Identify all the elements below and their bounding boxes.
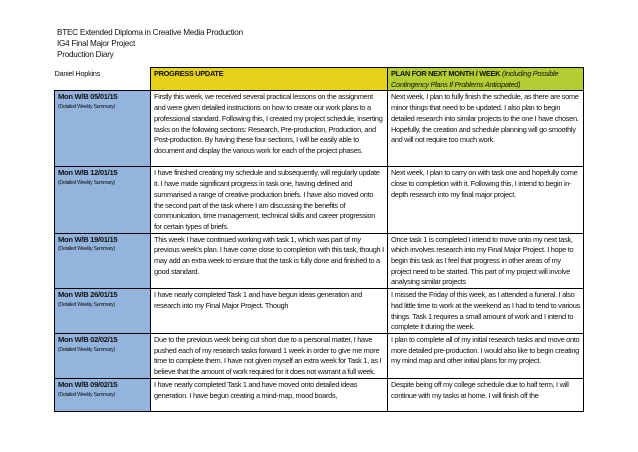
- week-label: Mon W/B 09/02/15: [58, 379, 118, 389]
- table-header-row: [55, 68, 584, 91]
- week-label: Mon W/B 05/01/15: [58, 92, 118, 102]
- progress-cell: Firstly this week, we received several practical lessons on the assignment and were given detailed instructions on how to create our work plans to a professional standard. Following this, I created my project schedule, inserting tasks on the following sections: Research, Pre-production, Production, and Post-production. By having these four sections, I will be easily able to document and display the various work for each of the project phases.: [151, 91, 388, 167]
- document-title: Production Diary: [57, 50, 114, 59]
- document-header: [57, 27, 243, 60]
- week-cell: [55, 378, 151, 411]
- week-summary-note: (Detailed Weekly Summary): [58, 180, 115, 187]
- diary-table: [54, 67, 584, 412]
- week-summary-note: (Detailed Weekly Summary): [58, 346, 115, 353]
- plan-cell: Next week, I plan to carry on with task one and hopefully come close to completion with it. Following this, I intend to begin in-depth research into my final major project.: [388, 167, 584, 233]
- plan-cell: Despite being off my college schedule due to half term, I will continue with my tasks at home. I will finish off the: [388, 378, 584, 411]
- week-summary-note: (Detailed Weekly Summary): [58, 391, 115, 398]
- unit-title: IG4 Final Major Project: [57, 39, 135, 48]
- week-label: Mon W/B 12/01/15: [58, 168, 118, 178]
- week-label: Mon W/B 26/01/15: [58, 290, 118, 300]
- plan-cell: Once task 1 is completed I intend to move onto my next task, which involves research into my Final Major Project. I hope to begin this task as I feel that progress in other areas of my project need to be started. This part of my project will involve analysing similar projects: [388, 233, 584, 289]
- progress-update-heading: PROGRESS UPDATE: [151, 68, 388, 91]
- plan-heading-hint: (Including Possible Contingency Plans If Problems Anticipated): [391, 69, 559, 89]
- student-name: Daniel Hopkins: [55, 68, 151, 91]
- week-cell: [55, 233, 151, 289]
- table-row: [55, 91, 584, 167]
- table-row: [55, 167, 584, 233]
- plan-next-heading: [388, 68, 584, 91]
- week-cell: [55, 91, 151, 167]
- week-label: Mon W/B 02/02/15: [58, 334, 118, 344]
- progress-cell: I have nearly completed Task 1 and have moved onto detailed ideas generation. I have begun creating a mind-map, mood boards,: [151, 378, 388, 411]
- plan-cell: I plan to complete all of my initial research tasks and move onto more detailed pre-production. I would also like to begin creating my mind map and other initial plans for my project.: [388, 333, 584, 378]
- plan-cell: I missed the Friday of this week, as I attended a funeral. I also had little time to work at the weekend as I had to tend to various things. Task 1 requires a small amount of work and I intend to complete it during the week.: [388, 289, 584, 334]
- progress-cell: I have nearly completed Task 1 and have begun ideas generation and research into my Final Major Project. Though: [151, 289, 388, 334]
- week-summary-note: (Detailed Weekly Summary): [58, 301, 115, 308]
- plan-heading-label: PLAN FOR NEXT MONTH / WEEK: [391, 69, 501, 78]
- progress-cell: I have finished creating my schedule and subsequently, will regularly update it. I have made significant progress in task one, having defined and summarised a range of creative production briefs. I have also moved onto the second part of the task where I am discussing the benefits of communication, time management, technical skills and career progression for certain types of briefs.: [151, 167, 388, 233]
- table-row: [55, 233, 584, 289]
- plan-cell: Next week, I plan to fully finish the schedule, as there are some minor things that need to be updated. I also plan to begin detailed research into similar projects to the one I have chosen. Hopefully, the creation and schedule planning will go smoothly and will not require too much work.: [388, 91, 584, 167]
- week-summary-note: (Detailed Weekly Summary): [58, 104, 115, 111]
- week-cell: [55, 167, 151, 233]
- week-summary-note: (Detailed Weekly Summary): [58, 246, 115, 253]
- week-cell: [55, 333, 151, 378]
- week-cell: [55, 289, 151, 334]
- week-label: Mon W/B 19/01/15: [58, 234, 118, 244]
- progress-cell: Due to the previous week being cut short due to a personal matter, I have pushed each of my research tasks forward 1 week in order to give me more time to complete them. I have not given myself an extra week for Task 1, as I believe that the amount of work required for it does not warrant a full week.: [151, 333, 388, 378]
- course-title: BTEC Extended Diploma in Creative Media Production: [57, 28, 243, 37]
- progress-cell: This week I have continued working with task 1, which was part of my previous week's plan. I have come close to completion with this task, though I may add an extra week to ensure that the task is fully done and finished to a good standard.: [151, 233, 388, 289]
- table-row: [55, 378, 584, 411]
- table-row: [55, 289, 584, 334]
- table-row: [55, 333, 584, 378]
